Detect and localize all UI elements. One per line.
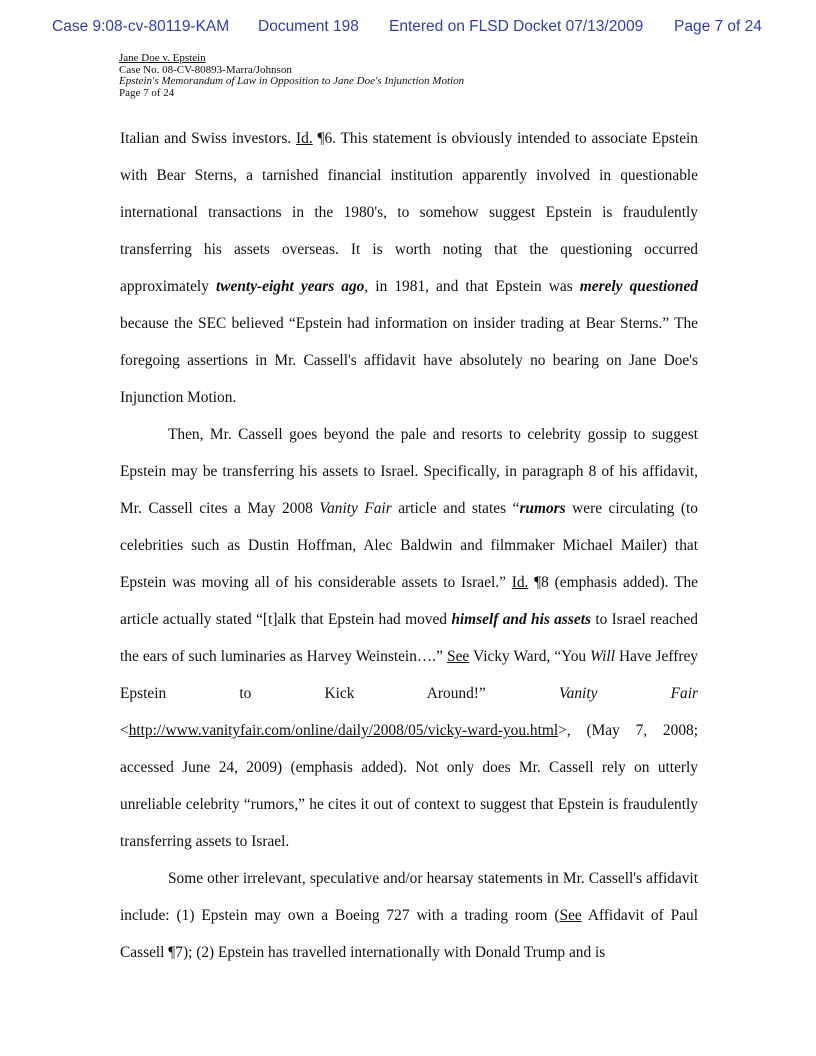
case-number: Case No. 08-CV-80893-Marra/Johnson bbox=[119, 63, 292, 76]
paragraph-3: Some other irrelevant, speculative and/or hearsay statements in Mr. Cassell's affidavit include: (1) Epstein may own a Boeing 727 with a trading room (See Affidavit of Paul Cassell ¶7); (2) Epstein has travelled internationally with Donald Trump and is bbox=[120, 870, 698, 961]
stamp-entered-date: Entered on FLSD Docket 07/13/2009 bbox=[389, 18, 644, 35]
document-caption bbox=[119, 53, 719, 99]
id-citation: Id. bbox=[511, 574, 529, 591]
emphasis-text: Will bbox=[590, 648, 615, 665]
emphasis-text: merely questioned bbox=[579, 278, 698, 295]
emphasis-text: himself and his assets bbox=[451, 611, 591, 628]
publication-title: Vanity Fair bbox=[319, 500, 392, 517]
paragraph-1: Italian and Swiss investors. Id. ¶6. This statement is obviously intended to associate Epstein with Bear Sterns, a tarnished financial institution apparently involved in questionable international transactions in the 1980's, to somehow suggest Epstein is fraudulently transferring his assets overseas. It is worth noting that the questioning occurred approximately twenty-eight years ago, in 1981, and that Epstein was merely questioned because the SEC believed “Epstein had information on insider trading at Bear Sterns.” The foregoing assertions in Mr. Cassell's affidavit have absolutely no bearing on Jane Doe's Injunction Motion. bbox=[120, 130, 698, 406]
paragraph-2: Then, Mr. Cassell goes beyond the pale and resorts to celebrity gossip to suggest Epstein may be transferring his assets to Israel. Specifically, in paragraph 8 of his affidavit, Mr. Cassell cites a May 2008 Vanity Fair article and states “rumors were circulating (to celebrities such as Dustin Hoffman, Alec Baldwin and filmmaker Michael Mailer) that Epstein was moving all of his considerable assets to Israel.” Id. ¶8 (emphasis added). The article actually stated “[t]alk that Epstein had moved himself and his assets to Israel reached the ears of such luminaries as Harvey Weinstein….” See Vicky Ward, “You Will Have Jeffrey Epstein to Kick Around!” Vanity Fair <http://www.vanityfair.com/online/daily/2008/05/vicky-ward-you.html>, (May 7, 2008; accessed June 24, 2009) (emphasis added). Not only does Mr. Cassell rely on utterly unreliable celebrity “rumors,” he cites it out of context to suggest that Epstein is fraudulently transferring assets to Israel. bbox=[120, 426, 698, 850]
stamp-page-number: Page 7 of 24 bbox=[674, 18, 762, 35]
emphasis-text: rumors bbox=[519, 500, 566, 517]
memo-title: Epstein's Memorandum of Law in Opposition to Jane Doe's Injunction Motion bbox=[119, 75, 465, 87]
caption-page-number: Page 7 of 24 bbox=[119, 86, 175, 99]
article-url[interactable]: http://www.vanityfair.com/online/daily/2008/05/vicky-ward-you.html bbox=[128, 722, 559, 739]
see-signal: See bbox=[447, 648, 470, 665]
document-body bbox=[120, 120, 698, 971]
see-signal: See bbox=[559, 907, 582, 924]
stamp-document-number: Document 198 bbox=[258, 18, 359, 35]
case-name: Jane Doe v. Epstein bbox=[119, 52, 206, 64]
stamp-case-number: Case 9:08-cv-80119-KAM bbox=[52, 18, 230, 35]
publication-title: Vanity Fair bbox=[558, 685, 698, 702]
emphasis-text: twenty-eight years ago bbox=[215, 278, 365, 295]
id-citation: Id. bbox=[296, 130, 313, 147]
